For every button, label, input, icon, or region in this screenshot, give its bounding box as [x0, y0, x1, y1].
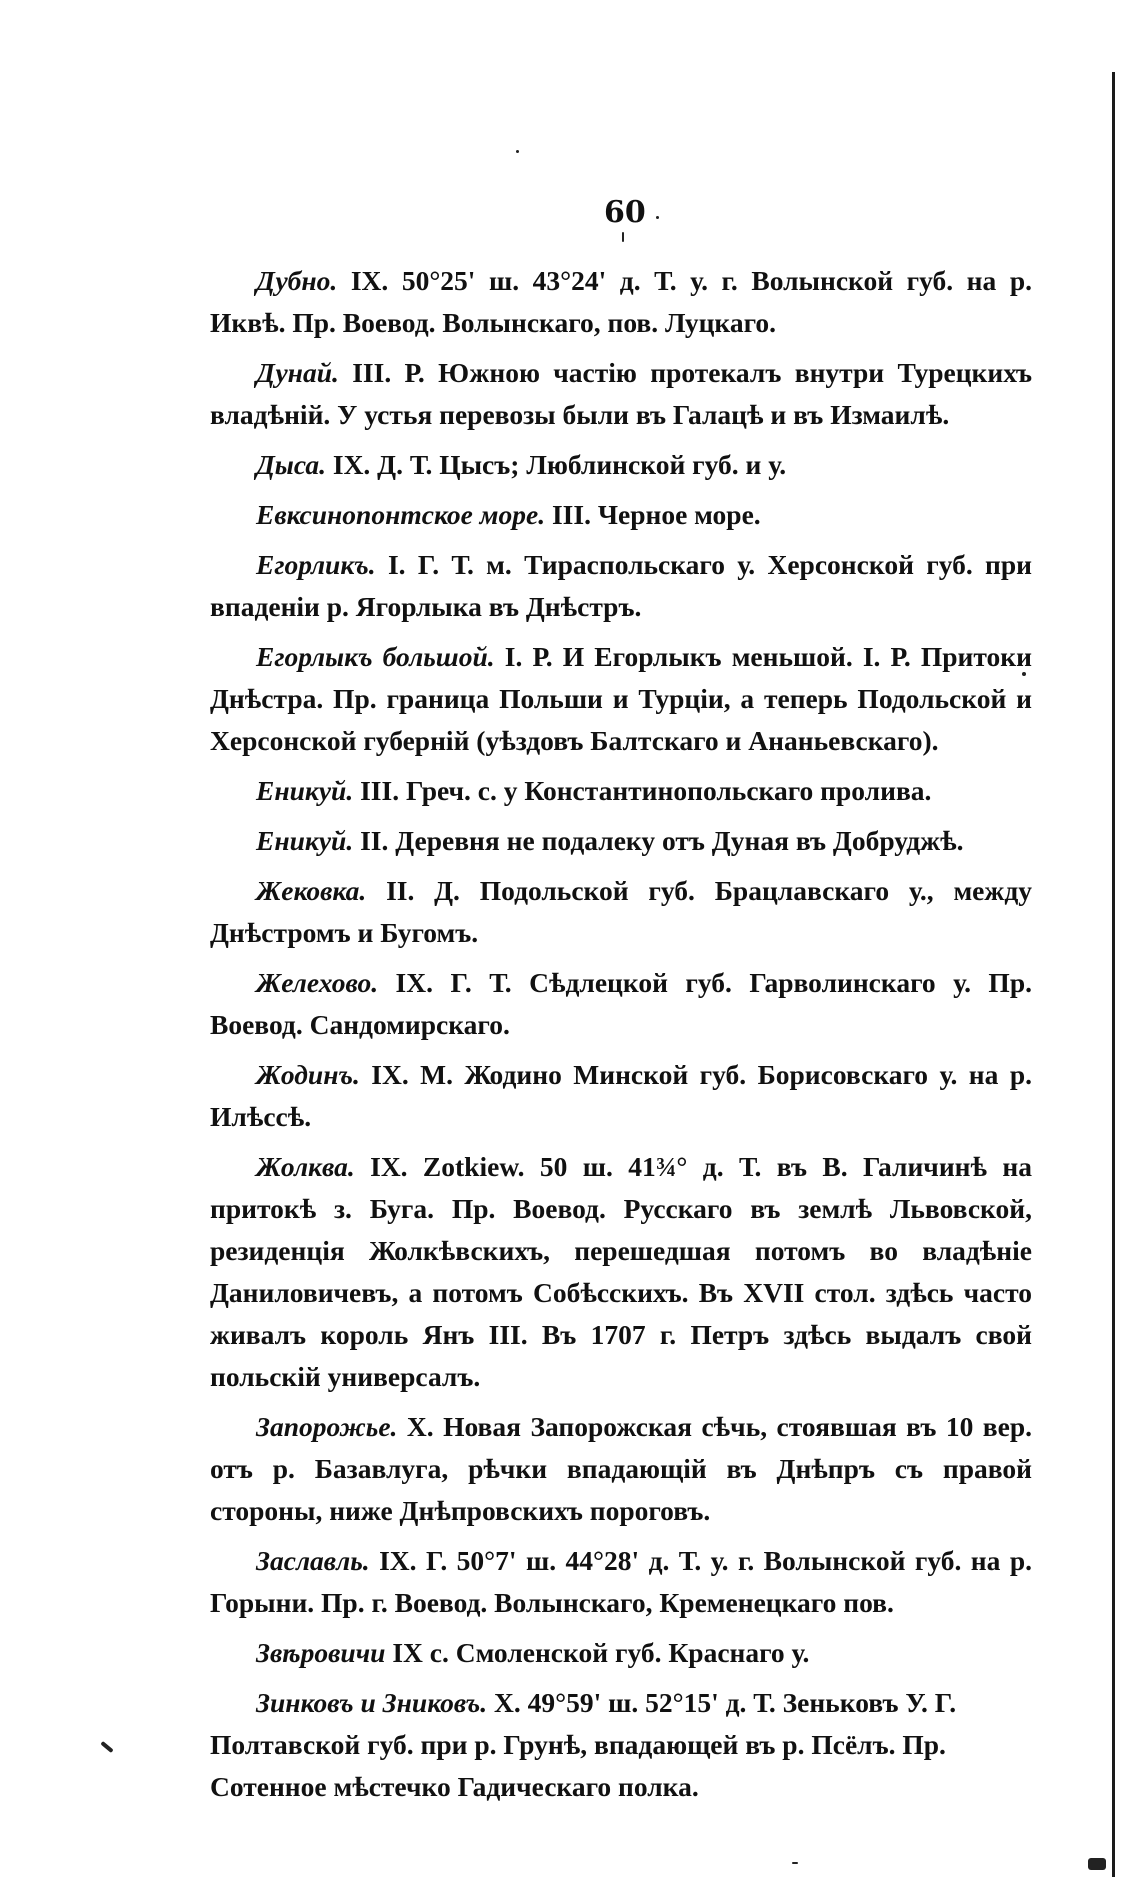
- entry-headword: Еникуй.: [256, 825, 354, 856]
- entry-zholkva: [210, 1146, 1032, 1398]
- entry-body: IX с. Смоленской губ. Краснаго у.: [385, 1637, 810, 1668]
- entry-headword: Егорлыкъ большой.: [256, 641, 495, 672]
- entry-euxine-sea: [210, 494, 1032, 536]
- entry-zaporozhye: [210, 1406, 1032, 1532]
- entry-body: IX. М. Жодино Минской губ. Борисовскаго у. на р. Илѣссѣ.: [210, 1059, 1032, 1132]
- entry-body: IX. Д. Т. Цысъ; Люблинской губ. и у.: [326, 449, 787, 480]
- entry-headword: Запорожье.: [256, 1411, 398, 1442]
- entry-egorlik: [210, 544, 1032, 628]
- entry-body: I. Г. Т. м. Тираспольскаго у. Херсонской губ. при впаденіи р. Ягорлыка въ Днѣстръ.: [210, 549, 1032, 622]
- scan-speck: [516, 150, 519, 153]
- entry-zhelekhovo: [210, 962, 1032, 1046]
- entry-body: IX. 50°25' ш. 43°24' д. Т. у. г. Волынской губ. на р. Иквѣ. Пр. Воевод. Волынскаго, пов. Луцкаго.: [210, 265, 1032, 338]
- entry-headword: Желехово.: [256, 967, 379, 998]
- entry-body: II. Деревня не подалеку отъ Дуная въ Добруджѣ.: [353, 825, 964, 856]
- scan-speck: [622, 232, 624, 242]
- entry-headword: Егорликъ.: [256, 549, 376, 580]
- entry-body: X. 49°59' ш. 52°15' д. Т. Зеньковъ У. Г. Полтавской губ. при р. Грунѣ, впадающей въ р. Псёлъ. Пр. Сотенное мѣстечко Гадическаго полка.: [210, 1687, 957, 1802]
- entry-zhekovka: [210, 870, 1032, 954]
- entry-body: III. Греч. с. у Константинопольскаго пролива.: [353, 775, 932, 806]
- entry-dunai: [210, 352, 1032, 436]
- entry-headword: Звѣровичи: [256, 1637, 386, 1668]
- entry-headword: Зинковъ и Зниковъ.: [256, 1687, 488, 1718]
- entry-body: IX. Г. 50°7' ш. 44°28' д. Т. у. г. Волынской губ. на р. Горыни. Пр. г. Воевод. Волынскаго, Кременецкаго пов.: [210, 1545, 1032, 1618]
- entry-enikui-1: [210, 770, 1032, 812]
- entry-dysa: [210, 444, 1032, 486]
- entry-headword: Жековка.: [256, 875, 367, 906]
- entry-zverovichi: [210, 1632, 1032, 1674]
- scan-speck: [100, 1741, 113, 1753]
- entry-headword: Дыса.: [256, 449, 326, 480]
- entry-body: II. Д. Подольской губ. Брацлавскаго у., между Днѣстромъ и Бугомъ.: [210, 875, 1032, 948]
- entry-body: IX. Zotkiew. 50 ш. 41¾° д. Т. въ В. Галичинѣ на притокѣ з. Буга. Пр. Воевод. Русскаго въ землѣ Львовской, резиденція Жолкѣвскихъ, перешедшая потомъ во владѣніе Даниловичевъ, а потомъ Собѣсскихъ. Въ XVII стол. здѣсь часто живалъ король Янъ III. Въ 1707 г. Петръ здѣсь выдалъ свой польскій универсалъ.: [210, 1151, 1032, 1392]
- scan-speck: [656, 216, 659, 219]
- entry-headword: Заславль.: [256, 1545, 370, 1576]
- scan-speck: [792, 1862, 798, 1864]
- entry-headword: Еникуй.: [256, 775, 354, 806]
- entry-body: IX. Г. Т. Сѣдлецкой губ. Гарволинскаго у. Пр. Воевод. Сандомирскаго.: [210, 967, 1032, 1040]
- entry-body: III. Черное море.: [545, 499, 761, 530]
- entry-body: I. Р. И Егорлыкъ меньшой. I. Р. Притоки Днѣстра. Пр. граница Польши и Турціи, а теперь Подольской и Херсонской губерній (уѣздовъ Балтскаго и Ананьевскаго).: [210, 641, 1032, 756]
- scan-speck: [1022, 672, 1026, 676]
- dictionary-text: [210, 260, 1032, 1816]
- entry-headword: Дубно.: [256, 265, 338, 296]
- page-number: 60: [604, 195, 646, 230]
- entry-zaslavl: [210, 1540, 1032, 1624]
- right-margin-rule: [1112, 72, 1115, 1877]
- entry-headword: Жодинъ.: [256, 1059, 360, 1090]
- entry-egorlyk-bolshoi: [210, 636, 1032, 762]
- entry-headword: Дунай.: [256, 357, 339, 388]
- entry-headword: Евксинопонтское море.: [256, 499, 546, 530]
- entry-dubno: [210, 260, 1032, 344]
- entry-enikui-2: [210, 820, 1032, 862]
- entry-body: X. Новая Запорожская сѣчь, стоявшая въ 10 вер. отъ р. Базавлуга, рѣчки впадающій въ Днѣпръ съ правой стороны, ниже Днѣпровскихъ пороговъ.: [210, 1411, 1032, 1526]
- entry-body: III. Р. Южною частію протекалъ внутри Турецкихъ владѣній. У устья перевозы были въ Галацѣ и въ Измаилѣ.: [210, 357, 1032, 430]
- entry-headword: Жолква.: [256, 1151, 355, 1182]
- entry-zinkov: [210, 1682, 1032, 1808]
- entry-zhodin: [210, 1054, 1032, 1138]
- scan-speck: [1088, 1858, 1106, 1870]
